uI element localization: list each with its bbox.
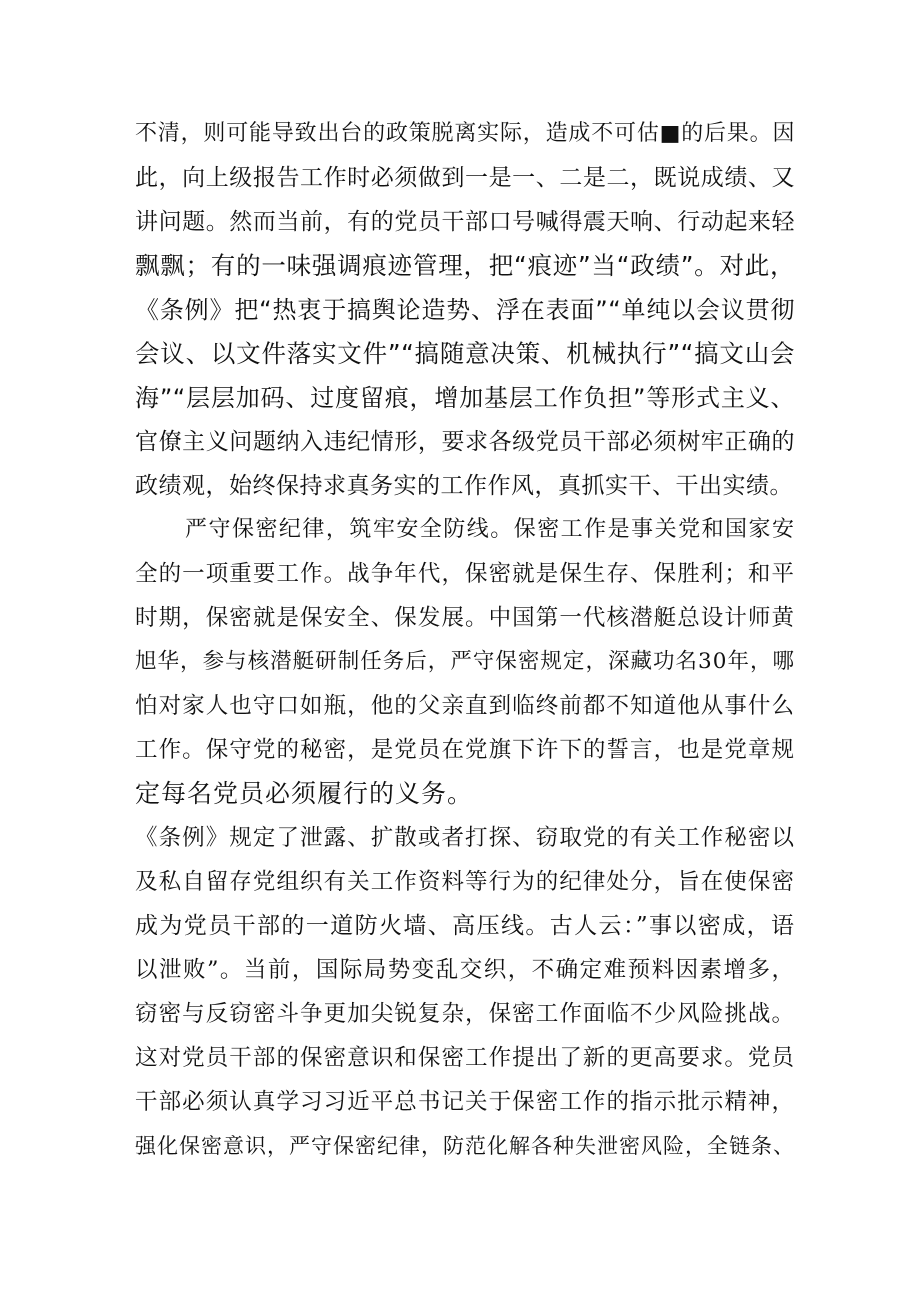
paragraph-line: 海”“层层加码、过度留痕，增加基层工作负担”等形式主义、 (135, 384, 795, 412)
paragraph-line: 政绩观，始终保持求真务实的工作作风，真抓实干、干出实绩。 (135, 473, 793, 499)
paragraph-line: 全的一项重要工作。战争年代，保密就是保生存、保胜利；和平 (135, 561, 795, 587)
paragraph-line: 成为党员干部的一道防火墙、高压线。古人云：”事以密成，语 (135, 913, 795, 939)
paragraph-line: 飘飘；有的一味强调痕迹管理，把“痕迹”当“政绩”。对此， (135, 251, 795, 280)
paragraph-line: 此，向上级报告工作时必须做到一是一、二是二，既说成绩、又 (135, 165, 795, 191)
paragraph-line: 这对党员干部的保密意识和保密工作提出了新的更高要求。党员 (135, 1045, 795, 1071)
paragraph-line: 窃密与反窃密斗争更加尖锐复杂，保密工作面临不少风险挑战。 (135, 1001, 795, 1027)
paragraph-line: 会议、以文件落实文件”“搞随意决策、机械执行”“搞文山会 (135, 339, 795, 368)
paragraph-line: 以泄败”。当前，国际局势变乱交织，不确定难预料因素增多， (135, 957, 795, 983)
paragraph-line: 及私自留存党组织有关工作资料等行为的纪律处分，旨在使保密 (135, 869, 795, 895)
paragraph-line: 严守保密纪律，筑牢安全防线。保密工作是事关党和国家安 (185, 517, 795, 542)
paragraph-line: 怕对家人也守口如瓶，他的父亲直到临终前都不知道他从事什么 (135, 693, 795, 719)
paragraph-line: 旭华，参与核潜艇研制任务后，严守保密规定，深藏功名30年，哪 (135, 649, 795, 674)
paragraph-line: 工作。保守党的秘密，是党员在党旗下许下的誓言，也是党章规 (135, 737, 795, 763)
paragraph-line: 强化保密意识，严守保密纪律，防范化解各种失泄密风险，全链条、 (135, 1134, 795, 1158)
paragraph-line: 时期，保密就是保安全、保发展。中国第一代核潜艇总设计师黄 (135, 605, 795, 631)
paragraph-line: 《条例》规定了泄露、扩散或者打探、窃取党的有关工作秘密以 (135, 825, 795, 851)
paragraph-line: 官僚主义问题纳入违纪情形，要求各级党员干部必须树牢正确的 (135, 429, 795, 455)
paragraph-line: 干部必须认真学习习近平总书记关于保密工作的指示批示精神， (135, 1089, 795, 1115)
paragraph-line: 《条例》把“热衷于搞舆论造势、浮在表面”“单纯以会议贯彻 (135, 296, 795, 324)
paragraph-line: 定每名党员必须履行的义务。 (135, 779, 474, 808)
paragraph-line: 不清，则可能导致出台的政策脱离实际，造成不可估■的后果。因 (135, 121, 795, 146)
paragraph-line: 讲问题。然而当前，有的党员干部口号喊得震天响、行动起来轻 (135, 209, 795, 235)
